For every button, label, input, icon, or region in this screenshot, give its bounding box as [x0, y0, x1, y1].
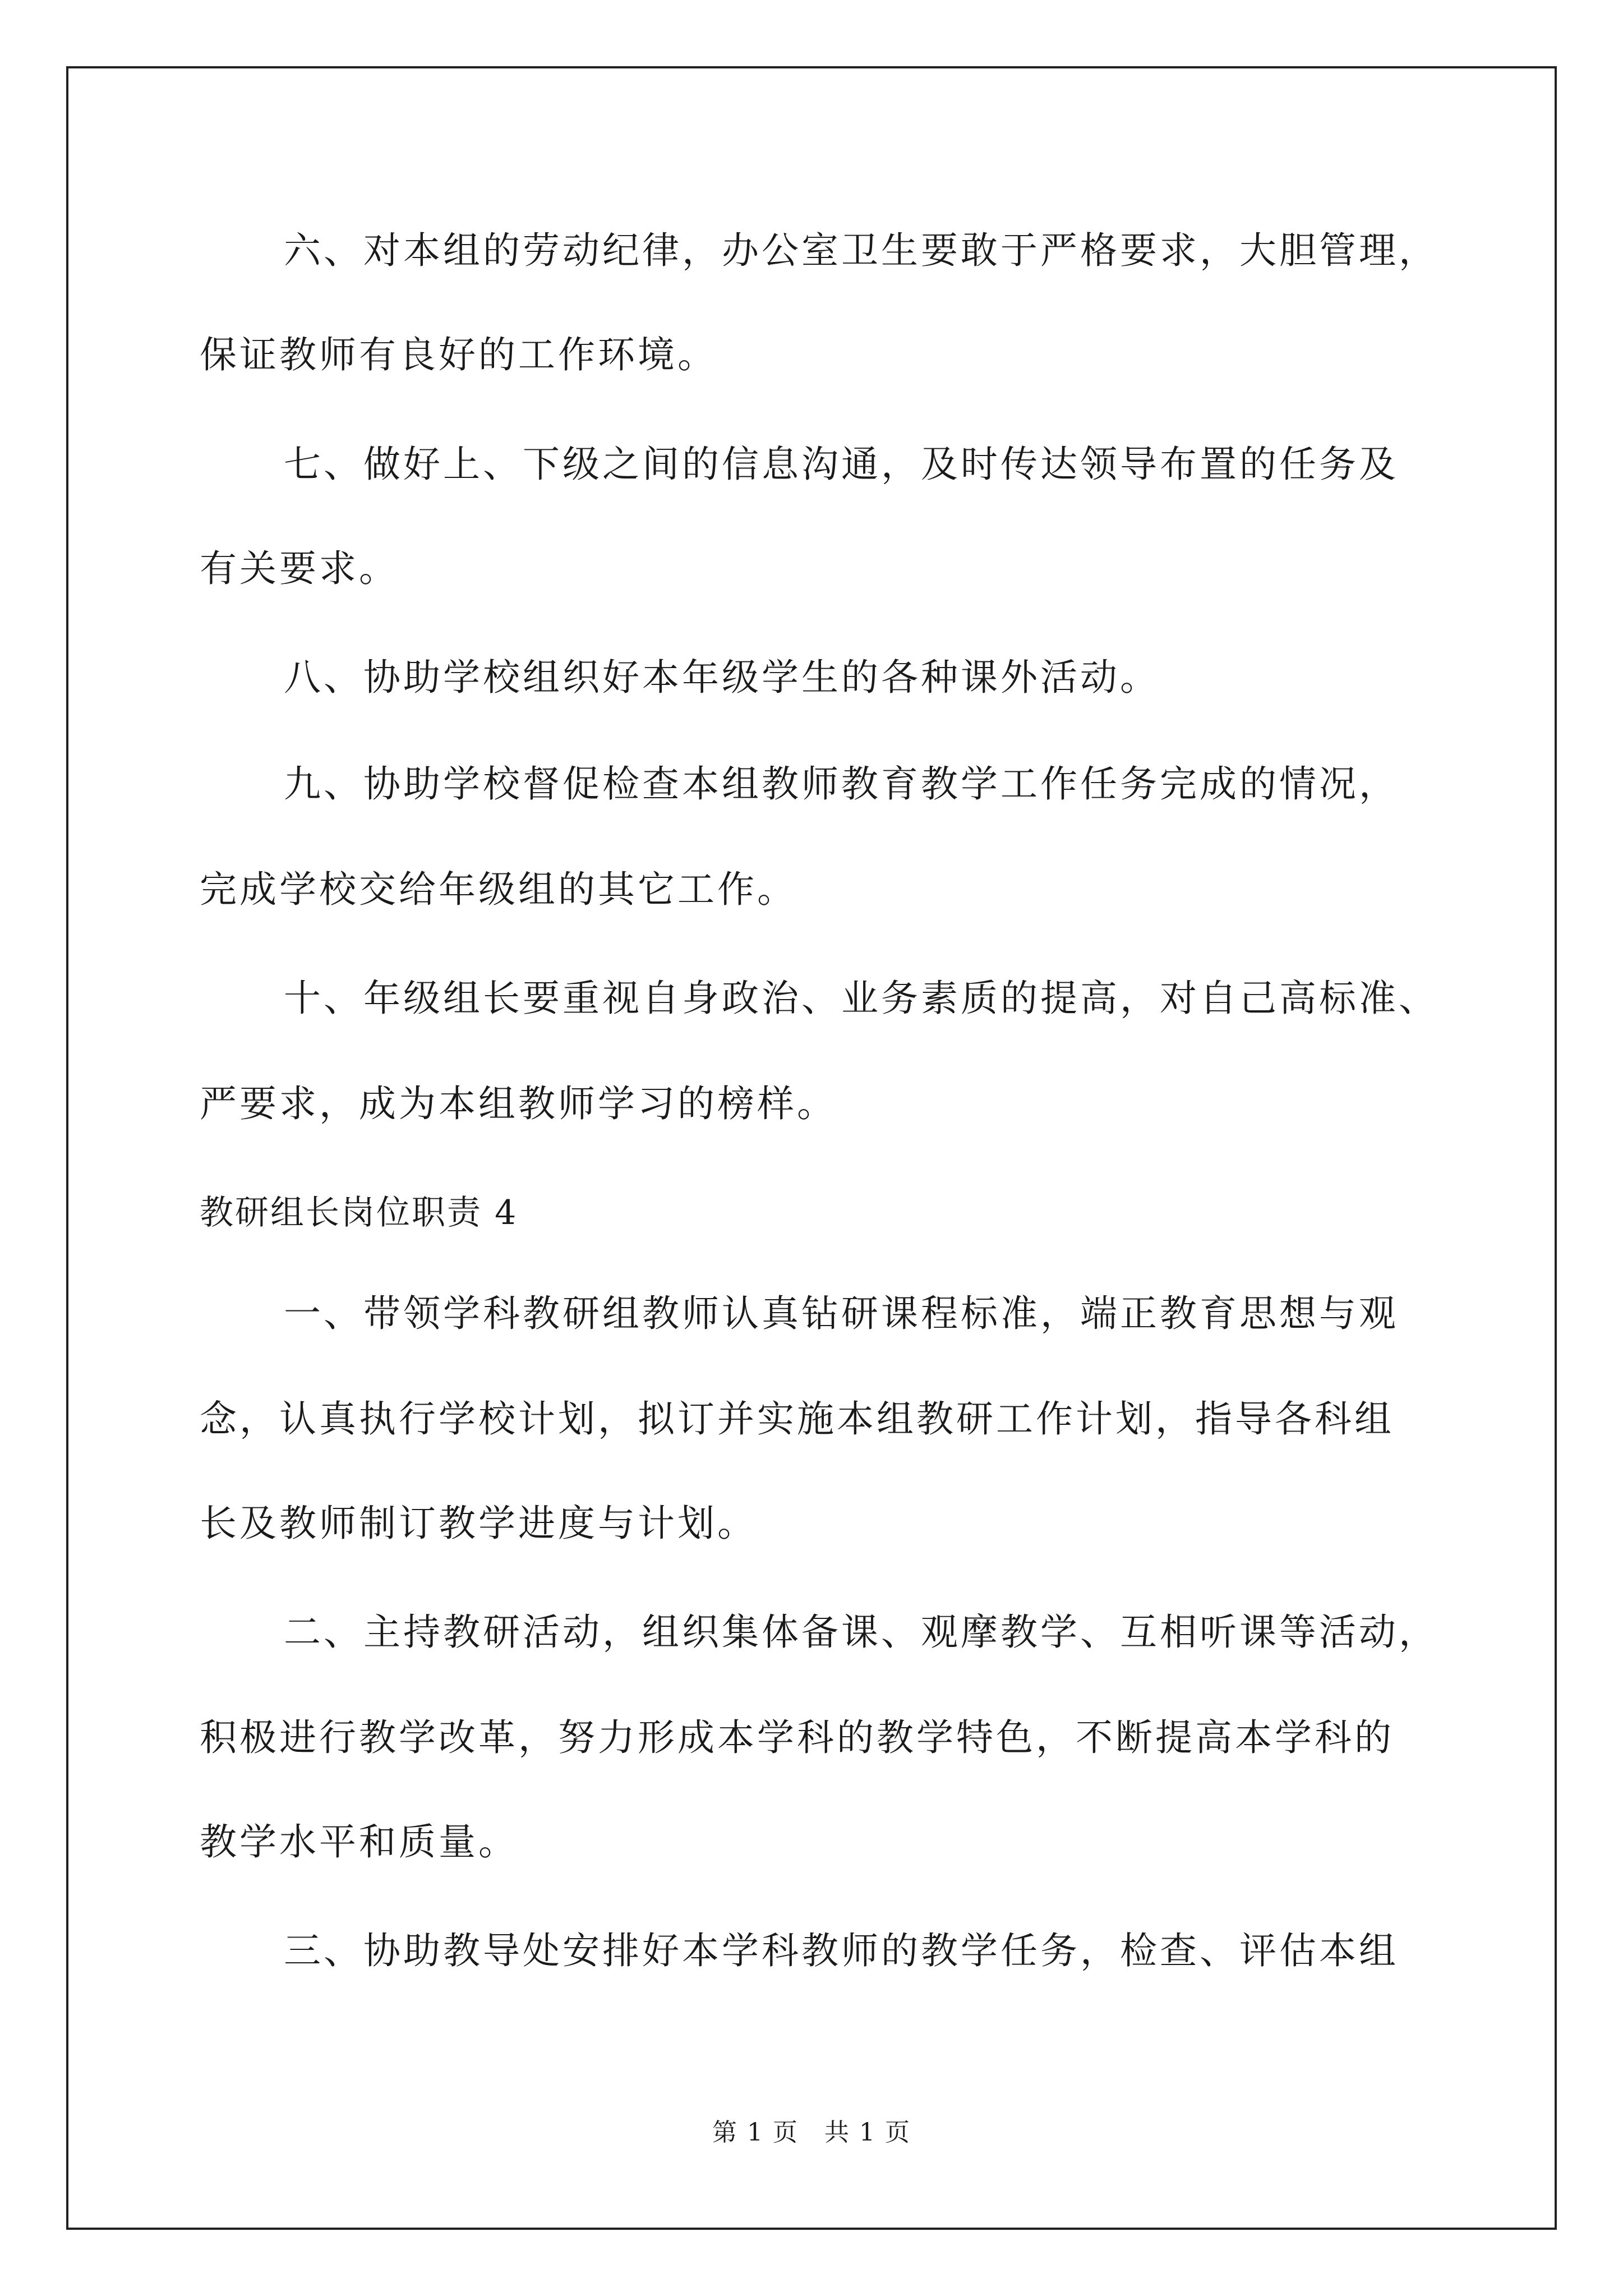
page-footer: 第 1 页 共 1 页	[712, 2118, 911, 2147]
paragraph-line: 完成学校交给年级组的其它工作。	[200, 868, 797, 911]
paragraph-line: 念，认真执行学校计划，拟订并实施本组教研工作计划，指导各科组	[200, 1397, 1394, 1441]
paragraph-line: 七、做好上、下级之间的信息沟通，及时传达领导布置的任务及	[284, 443, 1399, 486]
paragraph-line: 严要求，成为本组教师学习的榜样。	[200, 1082, 837, 1125]
paragraph-line: 八、协助学校组织好本年级学生的各种课外活动。	[284, 656, 1160, 699]
paragraph-line: 有关要求。	[200, 547, 399, 590]
paragraph-line: 教学水平和质量。	[200, 1820, 518, 1864]
section-heading: 教研组长岗位职责 4	[200, 1193, 518, 1232]
paragraph-line: 六、对本组的劳动纪律，办公室卫生要敢于严格要求，大胆管理，	[284, 229, 1438, 272]
page-border	[66, 66, 1557, 2230]
paragraph-line: 十、年级组长要重视自身政治、业务素质的提高，对自己高标准、	[284, 977, 1438, 1020]
paragraph-line: 三、协助教导处安排好本学科教师的教学任务，检查、评估本组	[284, 1929, 1399, 1972]
paragraph-line: 二、主持教研活动，组织集体备课、观摩教学、互相听课等活动，	[284, 1611, 1438, 1654]
paragraph-line: 保证教师有良好的工作环境。	[200, 333, 717, 376]
paragraph-line: 一、带领学科教研组教师认真钻研课程标准，端正教育思想与观	[284, 1292, 1399, 1335]
paragraph-line: 长及教师制订教学进度与计划。	[200, 1502, 757, 1545]
paragraph-line: 九、协助学校督促检查本组教师教育教学工作任务完成的情况，	[284, 762, 1399, 806]
paragraph-line: 积极进行教学改革，努力形成本学科的教学特色，不断提高本学科的	[200, 1716, 1394, 1759]
